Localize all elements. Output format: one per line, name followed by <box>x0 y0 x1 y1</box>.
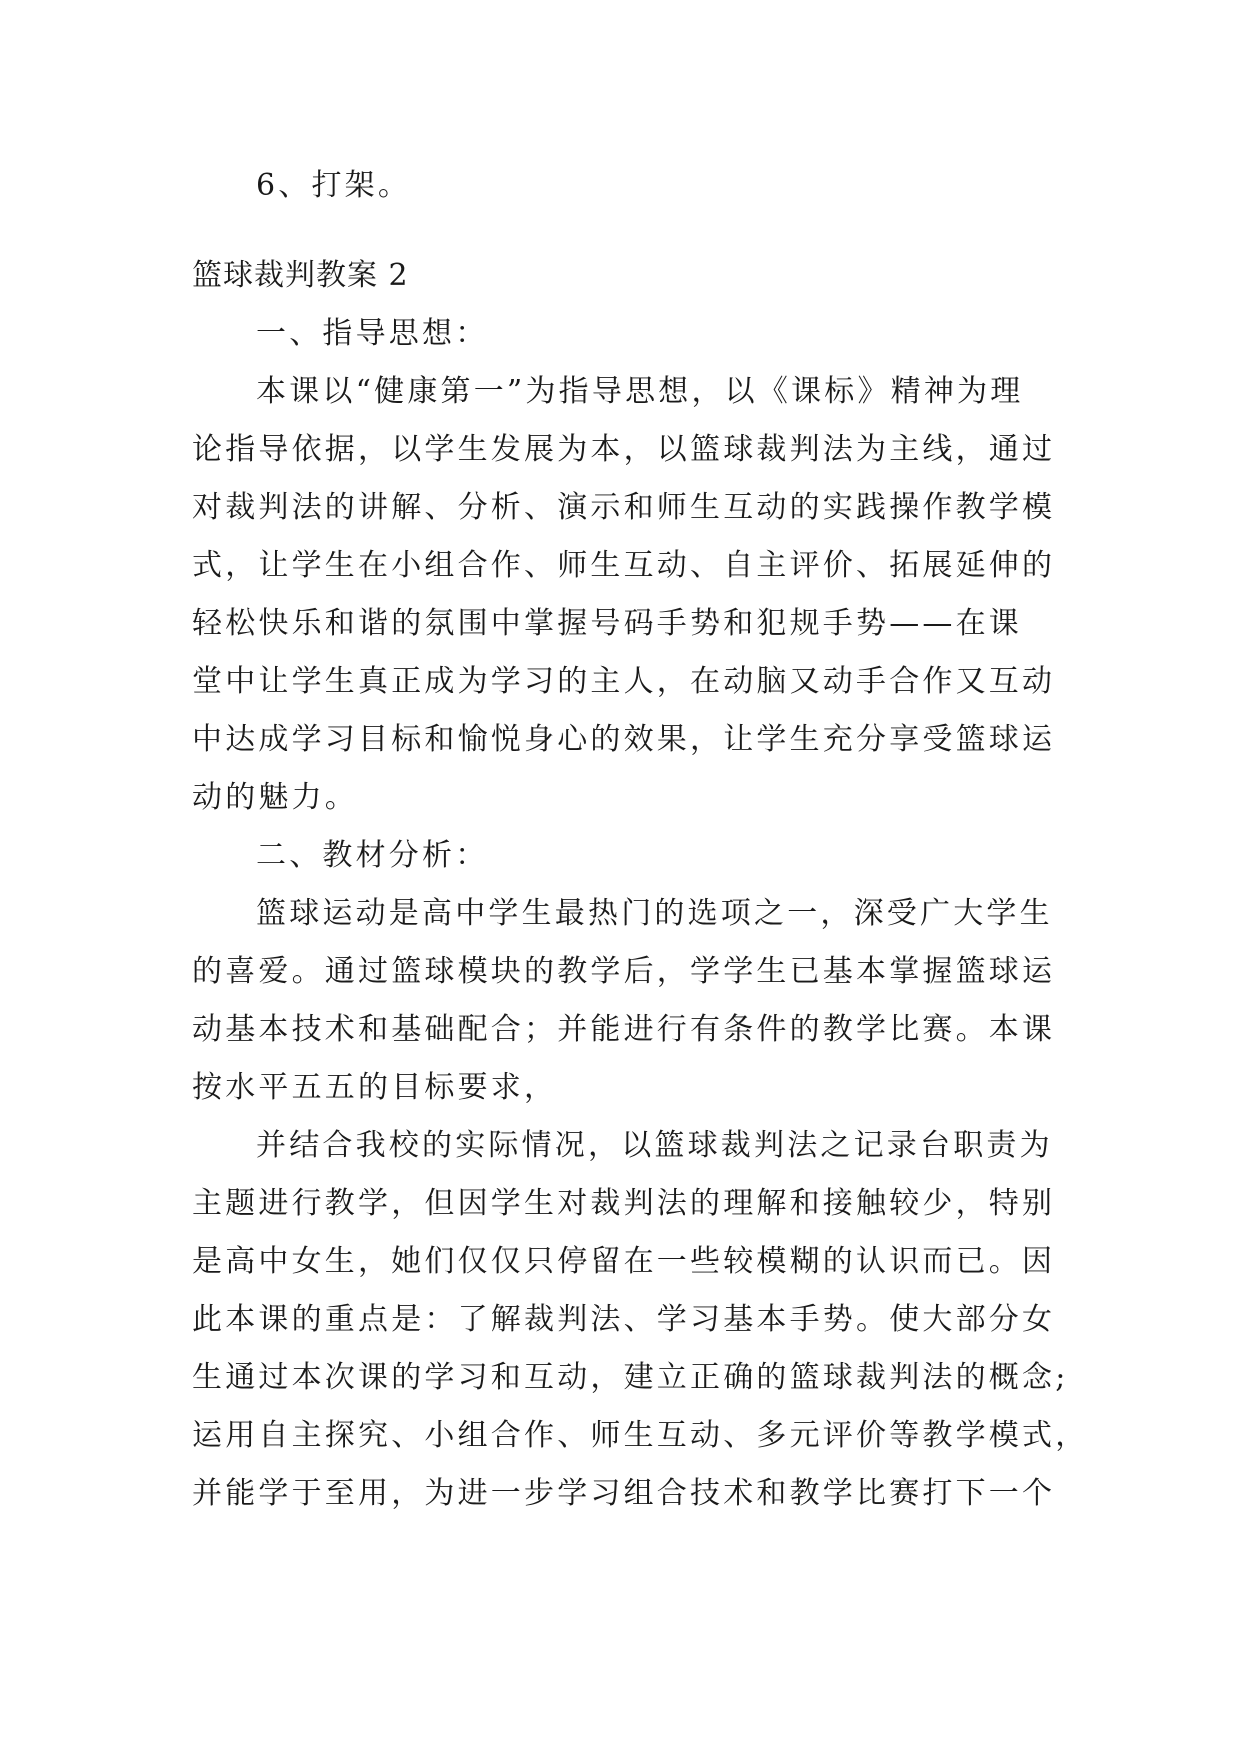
paragraph-line: 的喜爱。通过篮球模块的教学后，学学生已基本掌握篮球运 <box>192 954 1056 989</box>
paragraph-line: 式，让学生在小组合作、师生互动、自主评价、拓展延伸的 <box>192 548 1056 583</box>
paragraph-line: 动基本技术和基础配合；并能进行有条件的教学比赛。本课 <box>192 1012 1056 1047</box>
paragraph-line: 轻松快乐和谐的氛围中掌握号码手势和犯规手势——在课 <box>192 606 1022 641</box>
paragraph-line: 是高中女生，她们仅仅只停留在一些较模糊的认识而已。因 <box>192 1244 1056 1279</box>
paragraph-line: 并能学于至用，为进一步学习组合技术和教学比赛打下一个 <box>192 1476 1056 1511</box>
paragraph-line: 堂中让学生真正成为学习的主人，在动脑又动手合作又互动 <box>192 664 1056 699</box>
paragraph-line: 论指导依据，以学生发展为本，以篮球裁判法为主线，通过 <box>192 432 1056 467</box>
paragraph-line: 并结合我校的实际情况，以篮球裁判法之记录台职责为 <box>256 1128 1053 1163</box>
section-title: 篮球裁判教案 2 <box>192 258 409 293</box>
paragraph-line: 按水平五五的目标要求， <box>192 1070 558 1105</box>
list-item-6: 6、打架。 <box>256 168 412 203</box>
paragraph-line: 本课以“健康第一”为指导思想，以《课标》精神为理 <box>256 374 1024 409</box>
paragraph-line: 篮球运动是高中学生最热门的选项之一，深受广大学生 <box>256 896 1053 931</box>
paragraph-line: 中达成学习目标和愉悦身心的效果，让学生充分享受篮球运 <box>192 722 1056 757</box>
paragraph-line: 此本课的重点是：了解裁判法、学习基本手势。使大部分女 <box>192 1302 1056 1337</box>
paragraph-line: 运用自主探究、小组合作、师生互动、多元评价等教学模式， <box>192 1418 1089 1453</box>
paragraph-line: 动的魅力。 <box>192 780 358 815</box>
subheading-material-analysis: 二、教材分析： <box>256 838 489 873</box>
subheading-guiding-thought: 一、指导思想： <box>256 316 489 351</box>
paragraph-line: 生通过本次课的学习和互动，建立正确的篮球裁判法的概念; <box>192 1360 1069 1395</box>
paragraph-line: 对裁判法的讲解、分析、演示和师生互动的实践操作教学模 <box>192 490 1056 525</box>
paragraph-line: 主题进行教学，但因学生对裁判法的理解和接触较少，特别 <box>192 1186 1056 1221</box>
